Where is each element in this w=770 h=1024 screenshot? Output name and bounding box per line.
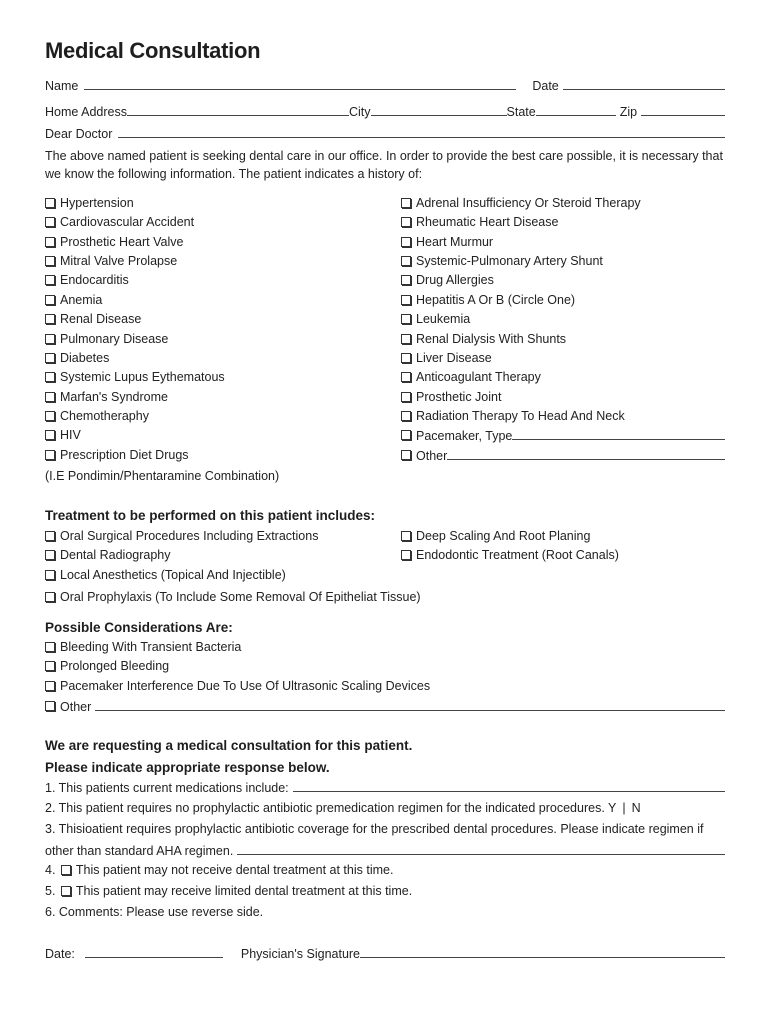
intro-paragraph: The above named patient is seeking dental care in our office. In order to provide the best care possible, it is necessary that we know the following information. The patient indicates a history of:	[45, 149, 723, 181]
history-item[interactable]: Prosthetic Joint	[401, 390, 501, 406]
history-item[interactable]: Diabetes	[45, 351, 109, 367]
history-item[interactable]: Adrenal Insufficiency Or Steroid Therapy	[401, 196, 641, 212]
history-item[interactable]: Chemotheraphy	[45, 409, 149, 425]
checkbox[interactable]	[401, 334, 411, 344]
name-field[interactable]	[84, 78, 516, 90]
checkbox[interactable]	[45, 642, 55, 652]
answer-n[interactable]: N	[631, 801, 641, 815]
treatment-item[interactable]: Oral Prophylaxis (To Include Some Removal Of Epitheliat Tissue)	[45, 590, 421, 606]
history-item[interactable]: Renal Dialysis With Shunts	[401, 332, 566, 348]
checkbox[interactable]	[45, 570, 55, 580]
checkbox[interactable]	[61, 865, 71, 875]
checkbox[interactable]	[45, 450, 55, 460]
footer-date-label: Date:	[45, 947, 75, 961]
history-item[interactable]: Heart Murmur	[401, 235, 493, 251]
consideration-item[interactable]: Pacemaker Interference Due To Use Of Ultrasonic Scaling Devices	[45, 679, 430, 695]
consideration-other-label: Other	[60, 700, 92, 714]
checkbox[interactable]	[401, 198, 411, 208]
signature-label: Physician's Signature	[240, 947, 361, 961]
history-item[interactable]: Marfan's Syndrome	[45, 390, 168, 406]
address-row	[45, 104, 725, 120]
checkbox[interactable]	[45, 372, 55, 382]
question-4[interactable]: 4. This patient may not receive dental treatment at this time.	[45, 863, 394, 877]
name-label: Name	[45, 79, 79, 93]
checkbox[interactable]	[61, 886, 71, 896]
question-1-label: 1. This patients current medications include:	[45, 781, 289, 795]
checkbox[interactable]	[45, 334, 55, 344]
date-label: Date	[532, 79, 559, 93]
checkbox[interactable]	[45, 661, 55, 671]
checkbox[interactable]	[401, 256, 411, 266]
checkbox[interactable]	[401, 314, 411, 324]
history-item[interactable]: Mitral Valve Prolapse	[45, 254, 177, 270]
history-item[interactable]: Hypertension	[45, 196, 134, 212]
history-item[interactable]: Pacemaker, Type	[401, 428, 725, 444]
history-item[interactable]: Pulmonary Disease	[45, 332, 168, 348]
city-field[interactable]	[371, 104, 507, 116]
treatment-heading: Treatment to be performed on this patient includes:	[45, 508, 376, 523]
footer-row	[45, 946, 725, 962]
checkbox[interactable]	[401, 550, 411, 560]
checkbox[interactable]	[45, 217, 55, 227]
question-5[interactable]: 5. This patient may receive limited dental treatment at this time.	[45, 884, 413, 898]
diet-drugs-note: (I.E Pondimin/Phentaramine Combination)	[45, 469, 280, 483]
checkbox[interactable]	[45, 198, 55, 208]
name-date-row	[45, 78, 725, 94]
request-subheading: Please indicate appropriate response below.	[45, 760, 330, 775]
checkbox[interactable]	[45, 430, 55, 440]
checkbox[interactable]	[45, 275, 55, 285]
date-field[interactable]	[563, 78, 725, 90]
history-item[interactable]: Renal Disease	[45, 312, 141, 328]
history-item[interactable]: Hepatitis A Or B (Circle One)	[401, 293, 575, 309]
regimen-field[interactable]	[237, 843, 725, 855]
history-item[interactable]: Endocarditis	[45, 273, 129, 289]
checkbox[interactable]	[45, 592, 55, 602]
checkbox[interactable]	[401, 531, 411, 541]
treatment-item[interactable]: Dental Radiography	[45, 548, 171, 564]
checkbox[interactable]	[45, 295, 55, 305]
signature-field[interactable]	[360, 946, 725, 958]
dear-doctor-row	[45, 126, 725, 142]
question-3-label: other than standard AHA regimen.	[45, 844, 234, 858]
treatment-item[interactable]: Endodontic Treatment (Root Canals)	[401, 548, 619, 564]
zip-label: Zip	[619, 105, 638, 119]
home-address-field[interactable]	[127, 104, 349, 116]
checkbox[interactable]	[401, 237, 411, 247]
question-2: 2. This patient requires no prophylactic antibiotic premedication regimen for the indicated procedures. Y | N	[45, 801, 641, 815]
history-item[interactable]: Radiation Therapy To Head And Neck	[401, 409, 625, 425]
checkbox[interactable]	[401, 392, 411, 402]
checkbox[interactable]	[401, 430, 411, 440]
history-item[interactable]: Anticoagulant Therapy	[401, 370, 541, 386]
checkbox[interactable]	[45, 701, 55, 711]
checkbox[interactable]	[45, 353, 55, 363]
dear-doctor-label: Dear Doctor	[45, 127, 113, 141]
checkbox[interactable]	[45, 256, 55, 266]
checkbox[interactable]	[45, 550, 55, 560]
history-item[interactable]: Anemia	[45, 293, 102, 309]
request-heading: We are requesting a medical consultation for this patient.	[45, 738, 413, 753]
checkbox[interactable]	[401, 372, 411, 382]
checkbox[interactable]	[401, 217, 411, 227]
checkbox[interactable]	[401, 411, 411, 421]
medications-field[interactable]	[293, 780, 725, 792]
state-label: State	[506, 105, 536, 119]
question-1-row	[45, 780, 725, 796]
checkbox[interactable]	[45, 237, 55, 247]
history-item[interactable]: Liver Disease	[401, 351, 492, 367]
consideration-other-row	[45, 699, 725, 715]
home-address-label: Home Address	[45, 105, 127, 119]
history-item[interactable]: Prosthetic Heart Valve	[45, 235, 183, 251]
checkbox[interactable]	[401, 450, 411, 460]
checkbox[interactable]	[401, 275, 411, 285]
checkbox[interactable]	[45, 681, 55, 691]
other-history-field[interactable]	[447, 448, 725, 460]
considerations-heading: Possible Considerations Are:	[45, 620, 233, 635]
history-item[interactable]: Systemic-Pulmonary Artery Shunt	[401, 254, 603, 270]
footer-date-field[interactable]	[85, 946, 223, 958]
question-6: 6. Comments: Please use reverse side.	[45, 905, 264, 919]
history-item[interactable]: Drug Allergies	[401, 273, 494, 289]
zip-field[interactable]	[641, 104, 725, 116]
checkbox[interactable]	[45, 411, 55, 421]
consideration-other-field[interactable]	[95, 699, 725, 711]
history-item[interactable]: Other	[401, 448, 725, 464]
history-item[interactable]: Cardiovascular Accident	[45, 215, 194, 231]
checkbox[interactable]	[45, 314, 55, 324]
page-title: Medical Consultation	[45, 38, 261, 63]
checkbox[interactable]	[401, 353, 411, 363]
history-item[interactable]: Prescription Diet Drugs	[45, 448, 189, 464]
history-item[interactable]: Leukemia	[401, 312, 470, 328]
question-3-regimen-row	[45, 843, 725, 859]
dear-doctor-field[interactable]	[118, 126, 725, 138]
pacemaker-type-field[interactable]	[512, 428, 725, 440]
treatment-item[interactable]: Deep Scaling And Root Planing	[401, 529, 590, 545]
checkbox[interactable]	[45, 392, 55, 402]
treatment-item[interactable]: Local Anesthetics (Topical And Injectible)	[45, 568, 286, 584]
consideration-item[interactable]: Bleeding With Transient Bacteria	[45, 640, 241, 656]
history-item[interactable]: Rheumatic Heart Disease	[401, 215, 558, 231]
checkbox[interactable]	[401, 295, 411, 305]
checkbox[interactable]	[45, 531, 55, 541]
consideration-item[interactable]: Prolonged Bleeding	[45, 659, 169, 675]
treatment-item[interactable]: Oral Surgical Procedures Including Extractions	[45, 529, 318, 545]
history-item[interactable]: Systemic Lupus Eythematous	[45, 370, 225, 386]
state-field[interactable]	[536, 104, 616, 116]
city-label: City	[348, 105, 371, 119]
question-3: 3. Thisioatient requires prophylactic antibiotic coverage for the prescribed dental procedures. Please indicate regimen if	[45, 822, 704, 836]
history-item[interactable]: HIV	[45, 428, 81, 444]
